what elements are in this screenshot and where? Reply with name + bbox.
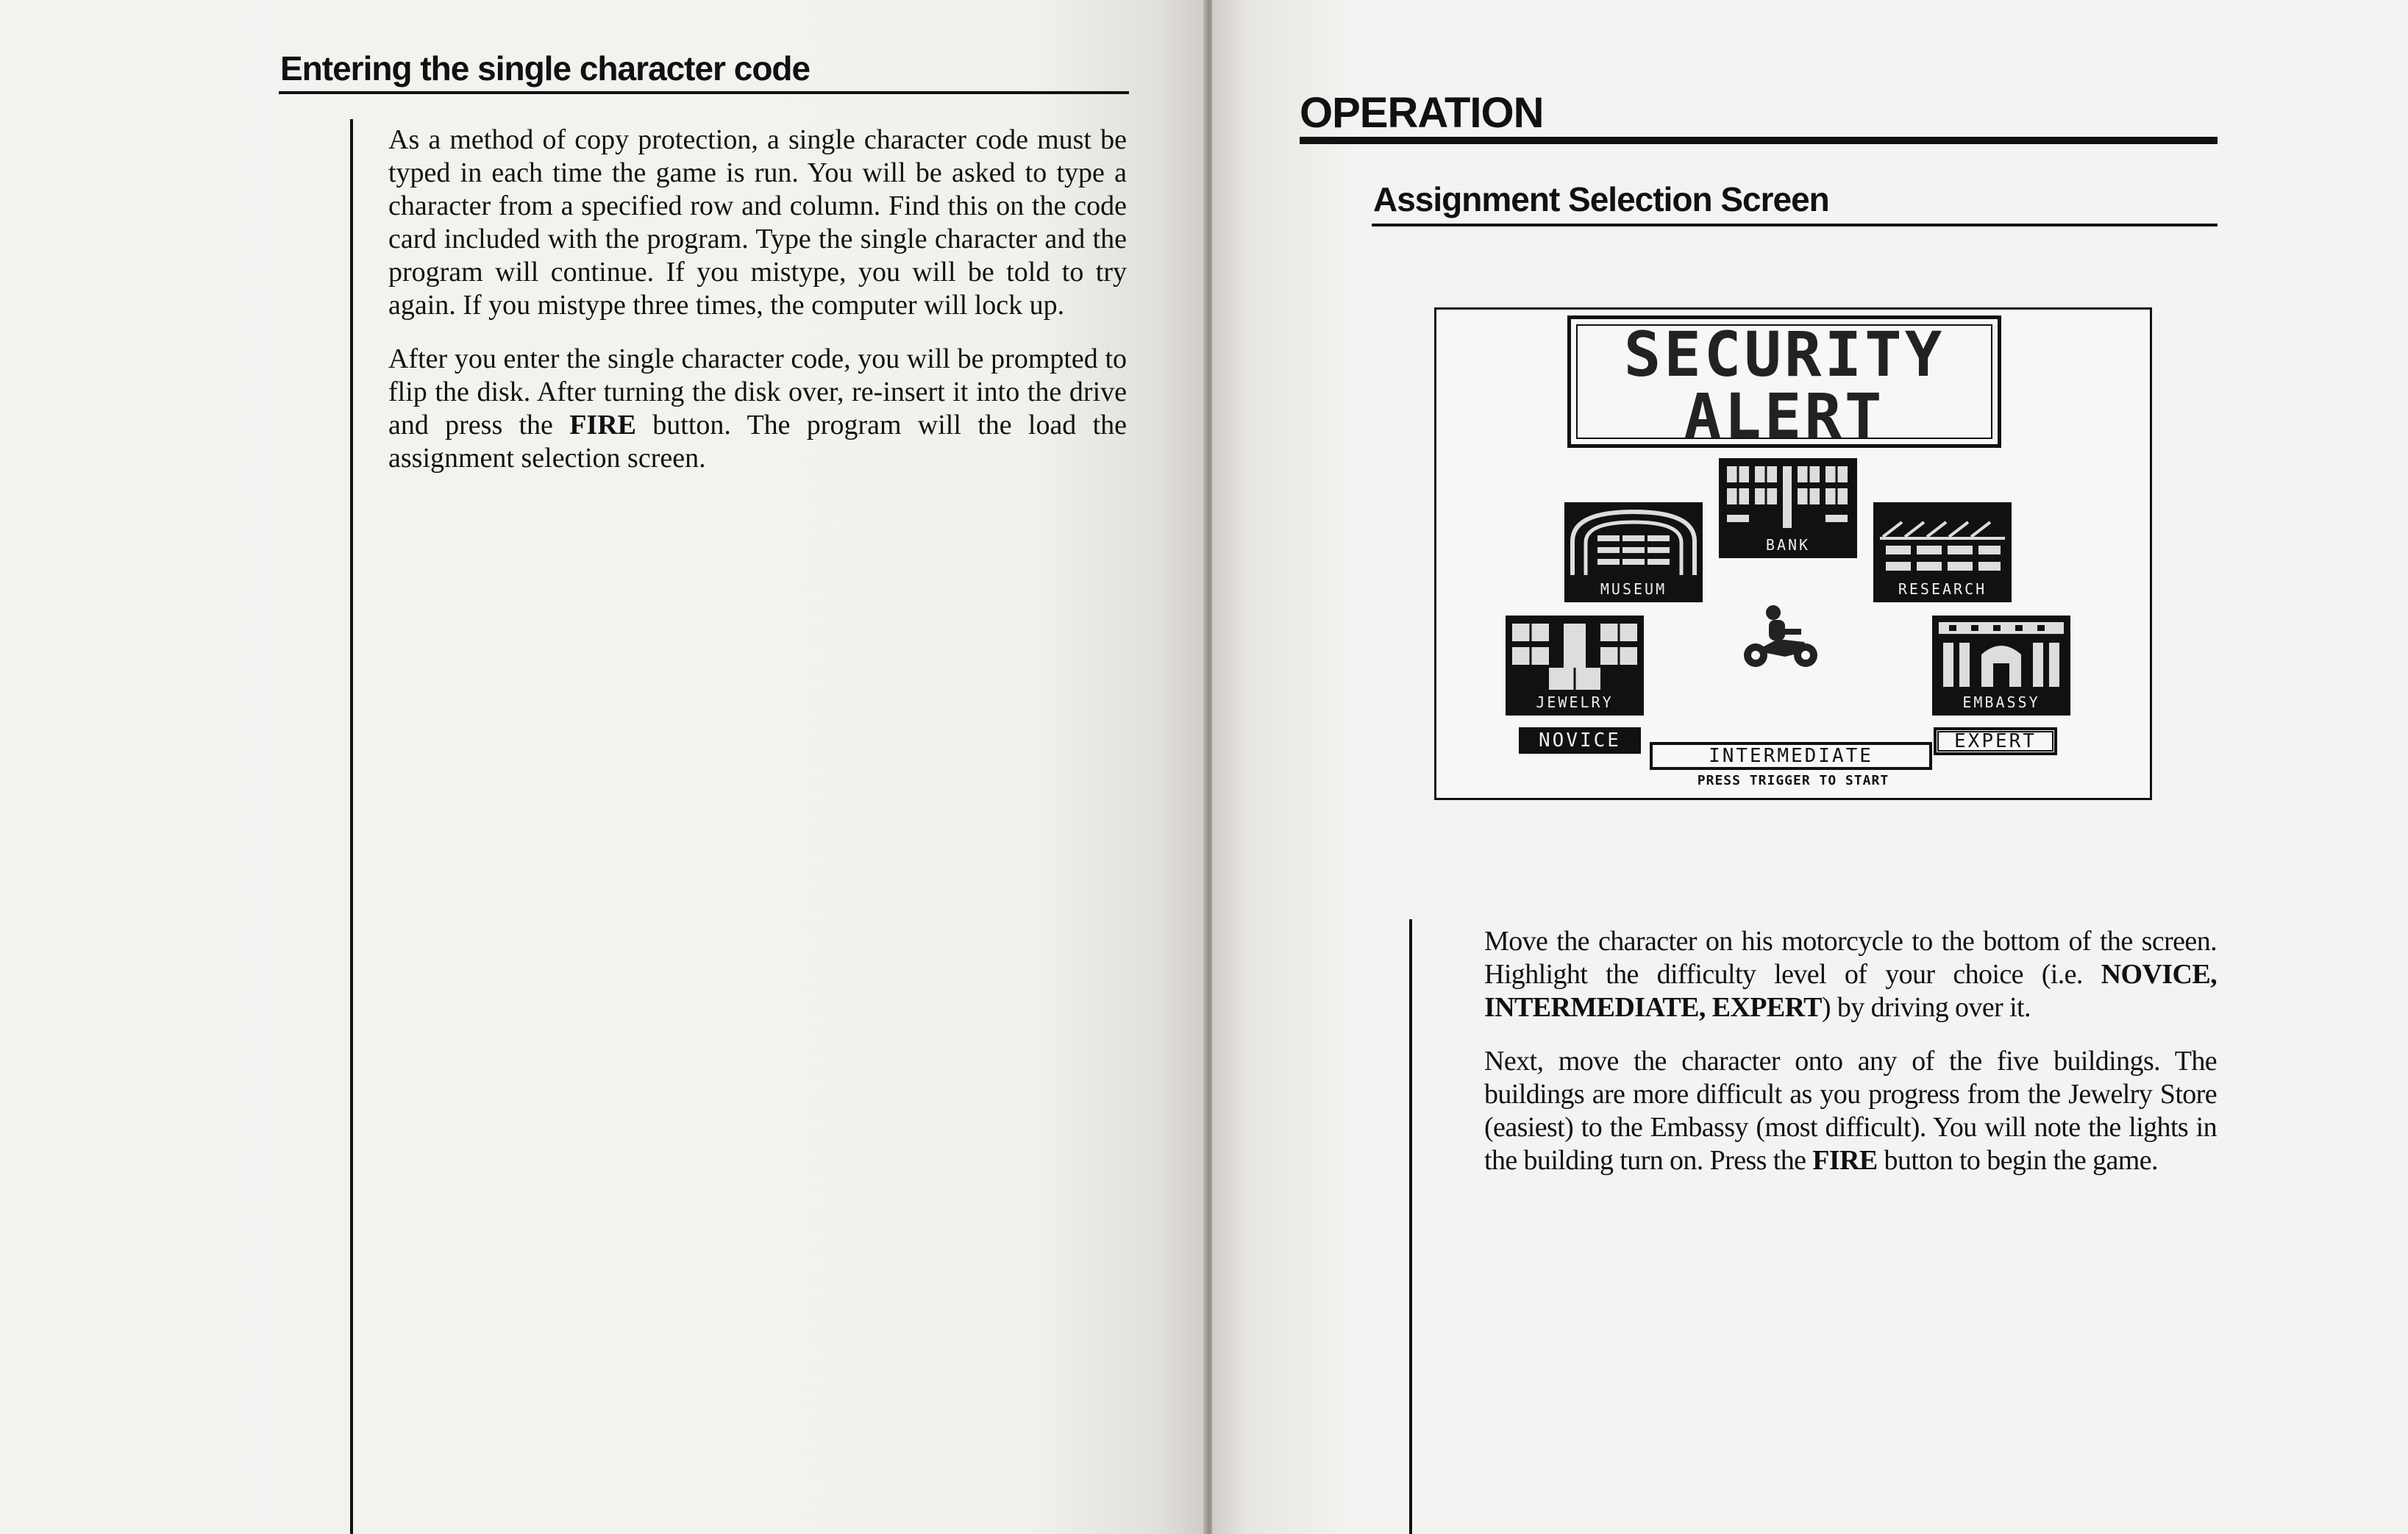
jewelry-building-icon	[1508, 618, 1642, 694]
research-building	[1873, 502, 2012, 602]
subheading-rule	[1372, 224, 2218, 226]
security-alert-title: SECURITY ALERT	[1567, 315, 2001, 448]
section-heading-code: Entering the single character code	[280, 49, 811, 88]
level-novice: NOVICE	[1519, 727, 1641, 754]
embassy-building-icon	[1934, 618, 2068, 694]
left-body-text	[388, 124, 1127, 496]
motorcycle-icon	[1741, 604, 1822, 670]
research-label: RESEARCH	[1898, 580, 1987, 598]
margin-rule	[350, 119, 353, 1534]
bank-building-icon	[1721, 460, 1855, 537]
level-expert: EXPERT	[1934, 727, 2057, 755]
museum-building-icon	[1567, 504, 1700, 581]
research-building-icon	[1876, 504, 2009, 581]
level-intermediate: INTERMEDIATE	[1650, 742, 1932, 770]
embassy-label: EMBASSY	[1962, 693, 2040, 711]
subheading-assignment: Assignment Selection Screen	[1373, 180, 1829, 218]
jewelry-label: JEWELRY	[1536, 693, 1614, 711]
right-margin-rule	[1409, 919, 1412, 1534]
press-trigger-prompt: PRESS TRIGGER TO START	[1697, 773, 1889, 788]
jewelry-building	[1506, 616, 1644, 716]
bank-building	[1719, 458, 1857, 558]
right-body-text	[1484, 925, 2217, 1198]
paragraph-buildings: Next, move the character onto any of the five buildings. The buildings are more difficult as you progress from the Jewelry Store (easiest) to the Embassy (most difficult). You will note the lights in the building turn on. Press the FIRE button to begin the game.	[1484, 1046, 2217, 1176]
heading-rule	[279, 91, 1129, 94]
operation-rule	[1300, 137, 2218, 144]
paragraph-copy-protection: As a method of copy protection, a single character code must be typed in each time the game is run. You will be asked to type a character from a specified row and column. Find this on the code card included with the program. Type the single character and the program will continue. If you mistype, you will be told to try again. If you mistype three times, the computer will lock up.	[388, 124, 1127, 321]
section-heading-operation: OPERATION	[1300, 89, 1544, 137]
museum-label: MUSEUM	[1600, 580, 1667, 598]
museum-building	[1564, 502, 1703, 602]
paragraph-flip-disk: After you enter the single character code, you will be prompted to flip the disk. After turning the disk over, re-insert it into the drive and press the FIRE button. The program will the load the assignment selection screen.	[388, 343, 1127, 474]
bank-label: BANK	[1765, 536, 1811, 554]
assignment-selection-screenshot	[1434, 307, 2152, 800]
embassy-building	[1932, 616, 2070, 716]
paragraph-motorcycle: Move the character on his motorcycle to the bottom of the screen. Highlight the difficulty level of your choice (i.e. NOVICE, INTERMEDIATE, EXPERT) by driving over it.	[1484, 926, 2217, 1023]
